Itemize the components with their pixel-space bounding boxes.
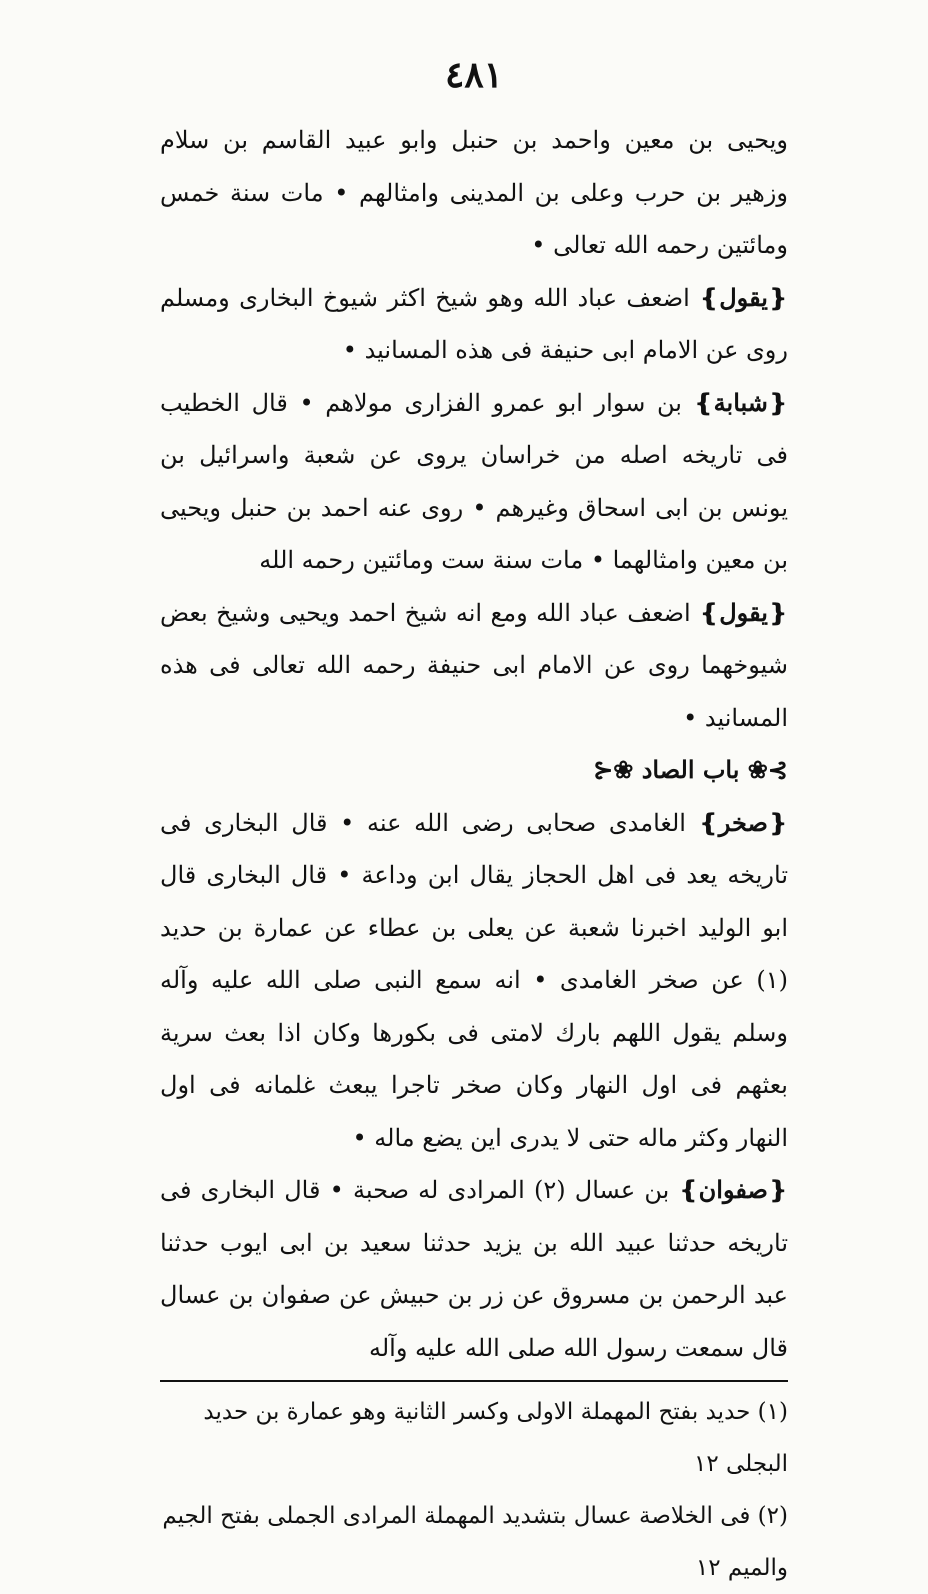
ornament-bracket-open-icon: ❴: [767, 807, 788, 837]
ornament-bracket-close-icon: ❵: [698, 807, 719, 837]
ornament-bracket-open-icon: ❴: [767, 1175, 788, 1204]
paragraph-text: اضعف عباد الله ومع انه شيخ احمد ويحيى وشيخ بعض شيوخهما روى عن الامام ابى حنيفة رحمه الله تعالى فى هذه المسانيد •: [160, 598, 788, 732]
ornament-left-icon: ⊱❀: [747, 755, 788, 784]
paragraph-text: بن عسال (٢) المرادى له صحبة • قال البخارى فى تاريخه حدثنا عبيد الله بن يزيد حدثنا سعيد بن ابى ايوب حدثنا عبد الرحمن بن مسروق عن زر بن حبيش عن صفوان بن عسال قال سمعت رسول الله صلى الله عليه وآله: [160, 1176, 788, 1362]
paragraph-text: الغامدى صحابى رضى الله عنه • قال البخارى فى تاريخه يعد فى اهل الحجاز يقال ابن وداعة • قال البخارى قال ابو الوليد اخبرنا شعبة عن يعلى بن عطاء عن عمارة بن حديد (١) عن صخر الغامدى • انه سمع النبى صلى الله عليه وآله وسلم يقول اللهم بارك لامتى فى بكورها وكان اذا بعث سرية بعثهم فى اول النهار وكان صخر تاجرا يبعث غلمانه فى اول النهار وكثر ماله حتى لا يدرى اين يضع ماله •: [160, 808, 789, 1152]
ornament-bracket-close-icon: ❵: [699, 282, 720, 312]
ornament-bracket-close-icon: ❵: [699, 597, 720, 627]
paragraph-text: اضعف عباد الله وهو شيخ اكثر شيوخ البخارى ومسلم روى عن الامام ابى حنيفة فى هذه المسانيد •: [160, 283, 788, 364]
ornament-bracket-open-icon: ❴: [767, 282, 788, 312]
paragraph-yaqul-2: [160, 587, 788, 745]
footnotes: [160, 1386, 788, 1594]
footnote-1: (١) حديد بفتح المهملة الاولى وكسر الثانية وهو عمارة بن حديد البجلى ١٢: [203, 1399, 788, 1477]
chapter-heading: [160, 744, 788, 797]
page-number: ٤٨١: [444, 54, 503, 96]
paragraph-safwan: [160, 1164, 788, 1374]
entry-name: صفوان: [698, 1175, 768, 1204]
footnote-2: (٢) فى الخلاصة عسال بتشديد المهملة المرادى الجملى بفتح الجيم والميم ١٢: [162, 1503, 788, 1581]
paragraph-yaqul-1: [160, 272, 788, 377]
paragraph-text: ويحيى بن معين واحمد بن حنبل وابو عبيد القاسم بن سلام وزهير بن حرب وعلى بن المدينى وامثالهم • مات سنة خمس ومائتين رحمه الله تعالى •: [160, 126, 788, 259]
entry-name: صخر: [718, 807, 768, 837]
ornament-bracket-open-icon: ❴: [767, 597, 788, 627]
paragraph-text: بن سوار ابو عمرو الفزارى مولاهم • قال الخطيب فى تاريخه اصله من خراسان يروى عن شعبة واسرائيل بن يونس بن ابى اسحاق وغيرهم • روى عنه احمد بن حنبل ويحيى بن معين وامثالهما • مات سنة ست ومائتين رحمه الله: [160, 388, 788, 574]
footnote-separator: [160, 1380, 788, 1382]
entry-name: يقول: [719, 597, 768, 627]
paragraph-sakhr: [160, 797, 788, 1165]
ornament-bracket-close-icon: ❵: [678, 1175, 699, 1204]
ornament-bracket-open-icon: ❴: [767, 387, 788, 417]
paragraph-shababa: [160, 377, 788, 587]
entry-name: يقول: [719, 282, 768, 312]
ornament-right-icon: ❀⊰: [593, 755, 634, 784]
main-text: [160, 114, 788, 1374]
chapter-title: باب الصاد: [641, 755, 740, 784]
entry-name: شبابة: [713, 387, 768, 417]
paragraph-continuation: [160, 114, 788, 272]
ornament-bracket-close-icon: ❵: [693, 387, 714, 417]
